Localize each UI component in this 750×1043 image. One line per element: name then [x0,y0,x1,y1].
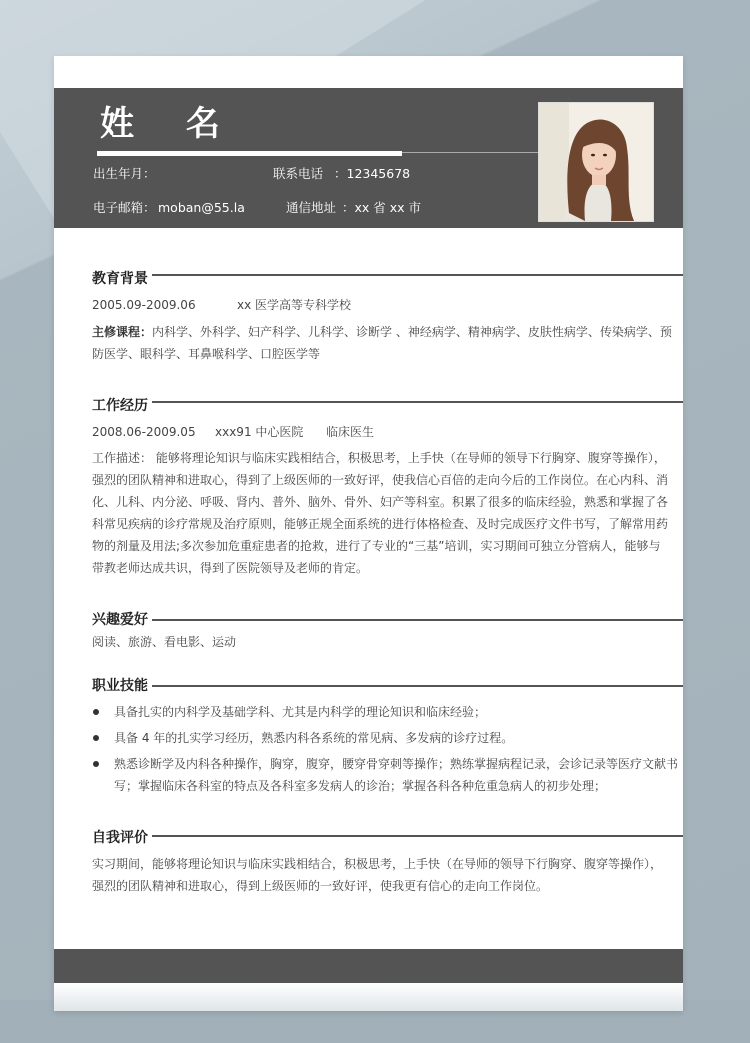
name-underline-thin [402,152,538,153]
education-courses-line1 [92,324,672,340]
work-desc-line: 工作描述： 能够将理论知识与临床实践相结合，积极思考，上手快（在导师的领导下行胸穿、腹穿等操作）， [92,451,666,465]
work-desc-line: 强烈的团队精神和进取心，得到了上级医师的一致好评，使我信心百倍的走向今后的工作岗位。在心内科、消 [92,473,669,487]
skill-item-continued: 写；掌握临床各科室的特点及各科室多发病人的诊治；掌握各科各种危重急病人的初步处理； [114,779,607,793]
bullet-icon [93,735,99,741]
address-label: 通信地址 [286,200,337,215]
work-period: 2008.06-2009.05 [92,425,196,439]
courses-text-1: 内科学、外科学、妇产科学、儿科学、诊断学 、神经病学、精神病学、皮肤性病学、传染病学、预 [152,325,672,339]
skill-item: 具备 4 年的扎实学习经历，熟悉内科各系统的常见病、多发病的诊疗过程。 [114,731,514,745]
name-underline [97,151,402,156]
courses-label: 主修课程： [92,325,153,339]
section-title-work: 工作经历 [92,398,148,414]
address-value: ：xx 省 xx 市 [342,200,422,215]
self-line: 实习期间，能够将理论知识与临床实践相结合，积极思考，上手快（在导师的领导下行胸穿、腹穿等操作）， [92,857,663,871]
education-school: xx 医学高等专科学校 [237,298,352,312]
section-rule-work [152,401,683,403]
email-value: moban@55.la [158,200,245,215]
section-title-education: 教育背景 [92,271,148,287]
work-desc-line: 科常见疾病的诊疗常规及治疗原则，能够正规全面系统的进行体格检查、及时完成医疗文件书写，了解常用药 [92,517,669,531]
section-rule-skills [152,685,683,687]
work-desc-line: 物的剂量及用法;多次参加危重症患者的抢救，进行了专业的“三基”培训，实习期间可独立分管病人，能够与 [92,539,661,553]
profile-photo [538,102,654,222]
skill-item: 具备扎实的内科学及基础学科、尤其是内科学的理论知识和临床经验； [114,705,487,719]
work-position: 临床医生 [326,425,375,439]
phone-label: 联系电话 [273,166,324,181]
phone-value: ：12345678 [334,166,411,181]
birth-label: 出生年月： [93,166,156,181]
skill-item: 熟悉诊断学及内科各种操作，胸穿，腹穿，腰穿骨穿刺等操作；熟练掌握病程记录，会诊记录等医疗文献书 [114,757,679,771]
footer-shadow [54,983,683,1011]
email-label: 电子邮箱： [93,200,156,215]
name-title: 姓 名 [100,104,240,144]
footer-band [54,949,683,983]
work-desc-line: 带教老师达成共识，得到了医院领导及老师的肯定。 [92,561,369,575]
education-period: 2005.09-2009.06 [92,298,196,312]
hobbies-text: 阅读、旅游、看电影、运动 [92,635,237,649]
section-title-hobbies: 兴趣爱好 [92,612,148,628]
bullet-icon [93,761,99,767]
work-desc-line: 化、儿科、内分泌、呼吸、肾内、普外、脑外、骨外、妇产等科室。积累了很多的临床经验，熟悉和掌握了各 [92,495,669,509]
education-courses-line2: 防医学、眼科学、耳鼻喉科学、口腔医学等 [92,347,321,361]
self-line: 强烈的团队精神和进取心，得到上级医师的一致好评，使我更有信心的走向工作岗位。 [92,879,549,893]
section-title-skills: 职业技能 [92,678,148,694]
section-rule-self [152,835,683,837]
bullet-icon [93,709,99,715]
section-title-self: 自我评价 [92,830,148,846]
section-rule-education [152,274,683,276]
work-hospital: xxx91 中心医院 [215,425,304,439]
section-rule-hobbies [152,619,683,621]
